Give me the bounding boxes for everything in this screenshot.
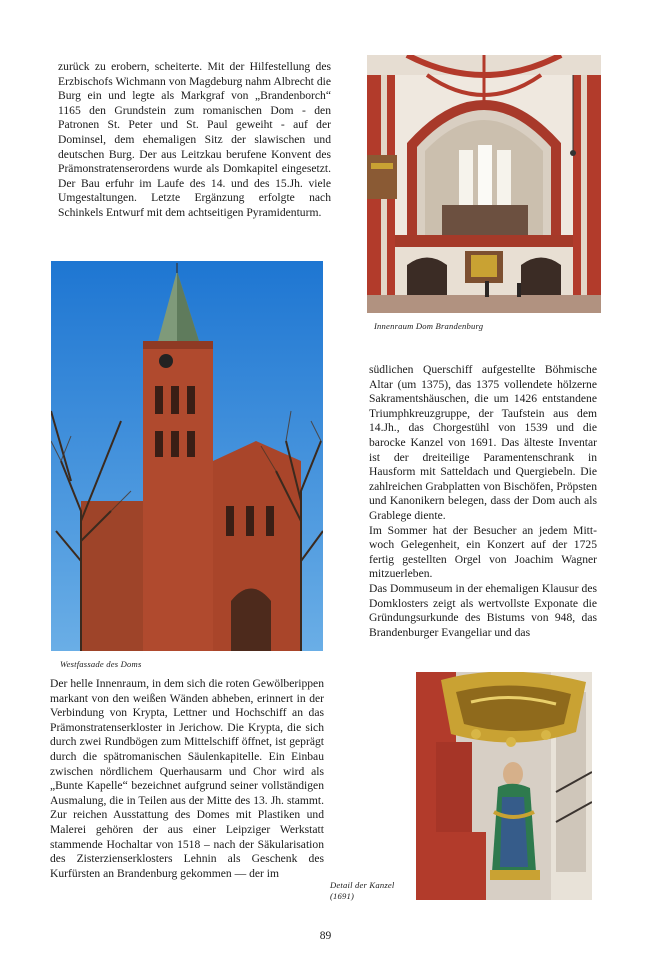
interior-caption: Innenraum Dom Brandenburg <box>374 321 484 331</box>
cathedral-facade-image <box>51 261 323 651</box>
pulpit-caption-line1: Detail der Kanzel <box>330 880 395 890</box>
interior-photo <box>367 55 601 313</box>
facade-photo <box>51 261 323 651</box>
page-number: 89 <box>319 930 332 942</box>
pulpit-photo <box>416 672 592 900</box>
concert-paragraph: Im Sommer hat der Besucher an jedem Mittwoch Gelegenheit, ein Konzert auf der 1725 fertig gestellten Orgel von Joachim Wagner mitzuerleben. <box>369 523 597 581</box>
intro-paragraph: zurück zu erobern, scheiterte. Mit der Hilfestellung des Erzbischofs Wichmann von Magdeburg nahm Albrecht die Burg ein und legte als Markgraf von „Brandenborch“ 1165 den Grundstein zum romanischen Dom - den Patronen St. Peter und St. Paul geweiht - auf der Dominsel, dem ehemaligen Sitz der slawischen und deutschen Burg. Der aus Leitzkau berufene Konvent des Prämonstratenserordens wurde als Domkapitel eingesetzt. Der Bau erfuhr im Laufe des 14. und des 15.Jh. viele Umgestaltungen. Letzte Ergänzung erfolgte nach Schinkels Entwurf mit dem achtseitigen Pyramidenturm. <box>58 60 331 219</box>
facade-caption: Westfassade des Doms <box>60 659 142 669</box>
museum-paragraph: Das Dommuseum in der ehemaligen Klausur des Domklosters zeigt als wertvollste Exponate die Gründungsurkunde des Bistums von 948, das Brandenburger Evangeliar und das <box>369 581 597 639</box>
pulpit-detail-image <box>416 672 592 900</box>
church-interior-image <box>367 55 601 313</box>
inventory-paragraph: südlichen Querschiff aufgestellte Böhmische Altar (um 1375), das 1375 vollendete hölzerne Sakramentshäuschen, die um 1426 entstandene Triumphkreuzgruppe, der Taufstein aus dem 14.Jh., das Chorgestühl von 1539 und die barocke Kanzel von 1691. Das älteste Inventar ist der dreiteilige Paramentenschrank in Hausform mit Satteldach und Quergiebeln. Die zahlreichen Grabplatten von Bischöfen, Pröpsten und Kanonikern belegen, dass der Dom auch als Grablege diente. <box>369 363 597 522</box>
pulpit-caption-line2: (1691) <box>330 891 355 901</box>
interior-description: Der helle Innenraum, in dem sich die roten Gewölberippen markant von den weißen Wänden abheben, erinnert in der Verbindung von Krypta, Lettner und Hochschiff an das Prämonstratenserkloster in Jerichow. Die Krypta, die sich durch zwei Rundbögen zum Mittelschiff öffnet, ist geprägt durch die spätromanischen Säulenkapitelle. Ein Einbau zwischen nördlichem Querhausarm und Chor wird als „Bunte Kapelle“ bezeichnet aufgrund seiner vollständigen Ausmalung, die in Teilen aus der Mitte des 13. Jh. stammt. Zur reichen Ausstattung des Domes mit Plastiken und Malerei gehören der aus einer Leipziger Werkstatt stammende Hochaltar von 1518 – nach der Säkularisation des Zisterzienserklosters Lehnin als Geschenk des Kurfürsten an Brandenburg gekommen — der im <box>50 677 324 880</box>
inventory-text <box>369 363 597 640</box>
pulpit-caption <box>330 880 395 902</box>
